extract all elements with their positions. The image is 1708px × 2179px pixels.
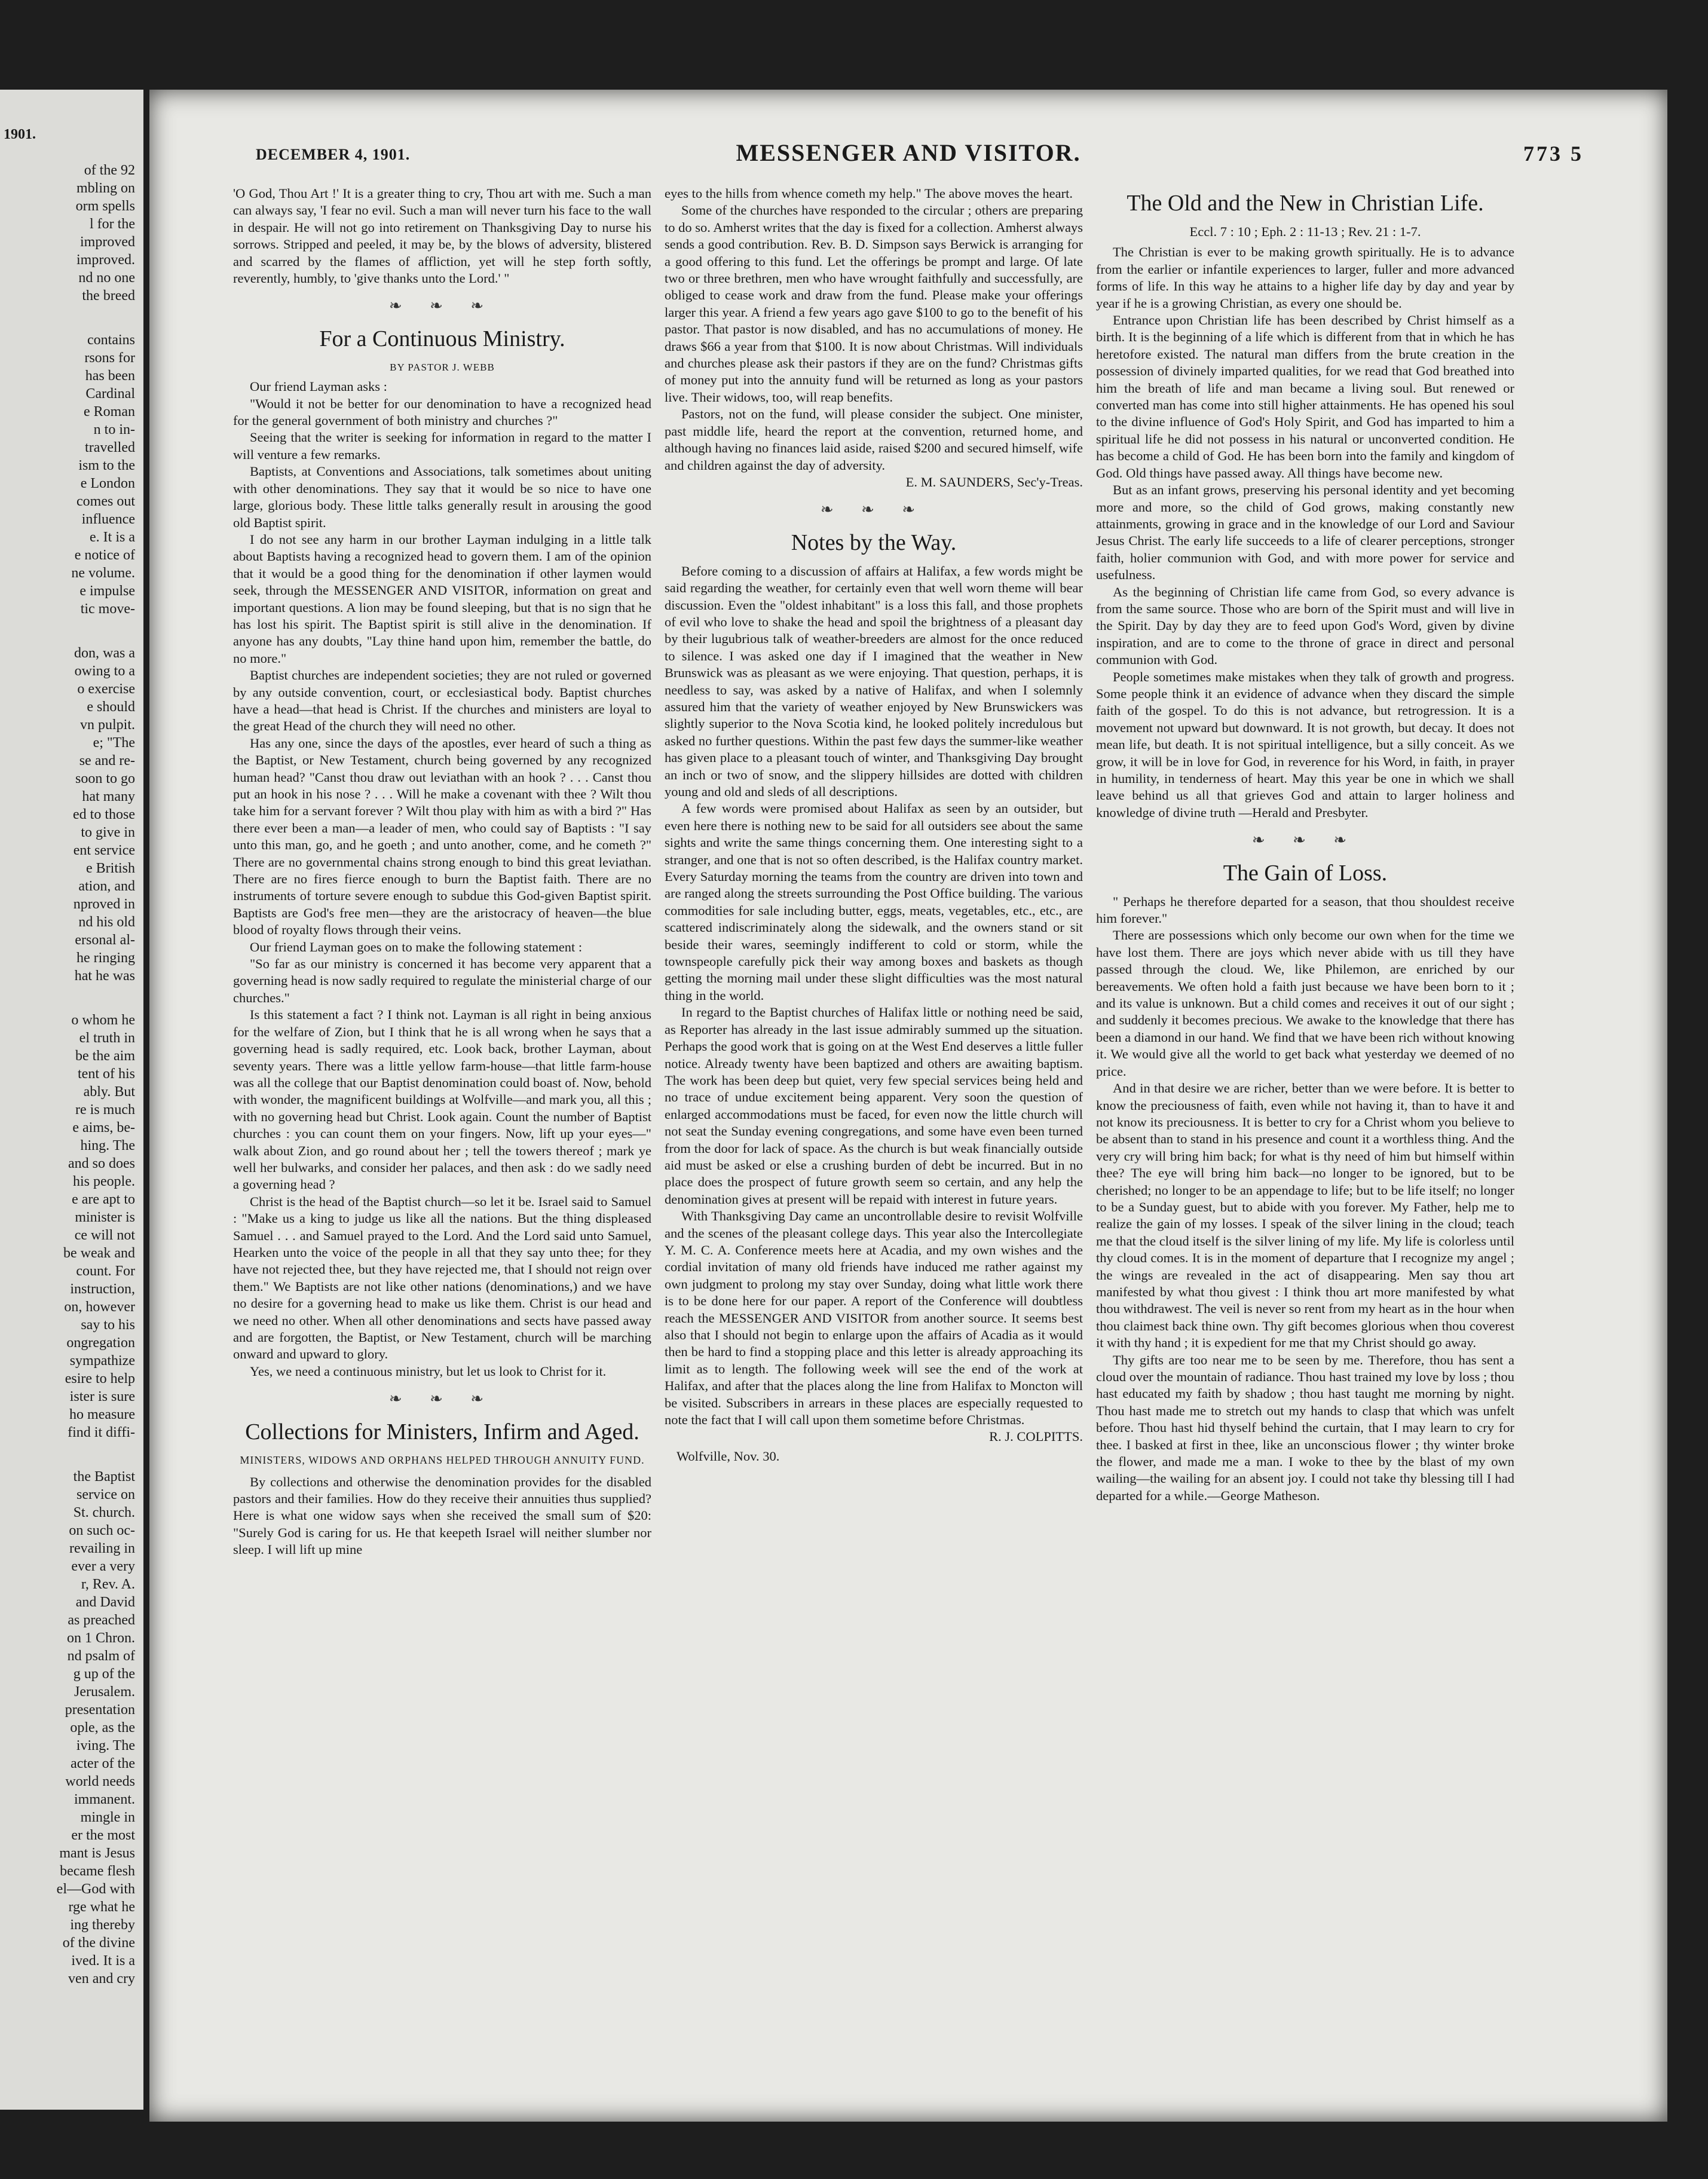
prev-page-line: mbling on (76, 180, 135, 196)
paragraph: There are possessions which only become our own when for the time we have lost them. There are joys which never abide with us till they have passed through the cloud. We, like Philemon, are enriched by our bereavements. We often hold a faith just because we have been born to it ; and its value is unknown. But a child comes and receives it out of our sight ; and suddenly it becomes precious. We awake to the knowledge that there has been a diamond in our hand. We find that we have been rich without knowing it. We would give all the world to get back what yesterday we deemed of no price. (1096, 928, 1514, 1079)
prev-page-line: as preached (68, 1612, 135, 1628)
prev-page-line: hat he was (74, 968, 135, 984)
prev-page-line: the Baptist (73, 1469, 135, 1485)
prev-page-line: revailing in (69, 1541, 135, 1556)
article-body (233, 378, 651, 1380)
paragraph: With Thanksgiving Day came an uncontrollable desire to revisit Wolfville and the scenes of the pleasant college days. This year also the Intercollegiate Y. M. C. A. Conference meets here at Acadia, and my own wishes and the cordial invitation of many old friends have induced me rather against my own judgment to prolong my stay over Sunday, doing what little work there is to be done here for our paper. A report of the Conference will doubtless reach the MESSENGER AND VISITOR from another source. It seems best also that I should not begin to enlarge upon the affairs of Acadia as it would then be hard to find a stopping place and this letter is already approaching its limit as to length. The following week will see the end of the work at Halifax, and after that the places along the line from Halifax to Moncton will be visited. Subscribers in arrears in these places are especially requested to note the fact that I will call upon them sometime before Christmas. (665, 1208, 1083, 1428)
prev-page-line: e are apt to (72, 1192, 135, 1207)
article-body (233, 1474, 651, 1559)
article-body (1096, 893, 1514, 1505)
prev-page-line: ed to those (73, 807, 135, 822)
paragraph: Baptist churches are independent societies; they are not ruled or governed by any outside convention, court, or ecclesiastical body. Baptist churches have a head—that head is Christ. If the churches and ministers are loyal to the great Head of the church they will need no other. (233, 668, 651, 734)
prev-page-line: ho measure (69, 1407, 135, 1422)
prev-page-line: comes out (76, 494, 135, 509)
prev-page-line: ne volume. (71, 565, 135, 581)
prev-page-line: he ringing (76, 950, 135, 966)
prev-page-line: find it diffi- (68, 1425, 135, 1440)
prev-page-line: l for the (90, 216, 135, 232)
prev-page-line: soon to go (75, 771, 135, 786)
prev-page-line: on, however (64, 1299, 135, 1315)
prev-page-line: don, was a (74, 645, 135, 661)
intro-paragraph: 'O God, Thou Art !' It is a greater thing to cry, Thou art with me. Such a man can always say, 'I fear no evil. Such a man will never turn his face to the wall in despair. He will not go into retirement on Thanksgiving Day to nurse his sorrows. Stripped and peeled, it may be, by the blows of adversity, blistered and scarred by the flames of affliction, yet will he step forth softly, reverently, humbly, to 'give thanks unto the Lord.' " (233, 186, 651, 286)
paragraph: Thy gifts are too near me to be seen by me. Therefore, thou has sent a cloud over the mountain of radiance. Thou hast trained my love by loss ; thou hast educated my faith by shadow ; thou hast taught me morning by night. Thou hast made me to stretch out my hands to clasp that which was unfelt before. Thou hast hid thyself behind the curtain, that I may learn to cry for thee. I basked at first in thee, like an unconscious flower ; thy winter broke the flower, and made me a man. I woke to thee by the blast of my own wailing—the wailing for an absent joy. I could not take thy blessing till I had departed for a while.—George Matheson. (1096, 1352, 1514, 1503)
paragraph: In regard to the Baptist churches of Halifax little or nothing need be said, as Reporter has already in the last issue admirably summed up the situation. Perhaps the good work that is going on at the West End deserves a little fuller notice. Already twenty have been baptized and others are awaiting baptism. The work has been deep but quiet, very few special services being held and no trace of undue excitement being apparent. Very soon the question of enlarged accommodations must be faced, for even now the little church will not seat the Sunday evening congregations, and some have even been turned from the door for lack of space. As the church is but weak financially outside aid must be asked or else a crushing burden of debt be incurred. But in no place does the prospect of future growth seem so certain, and any help the denomination gives at present will be repaid with interest in future years. (665, 1005, 1083, 1207)
section-divider: ❧ ❧ ❧ (820, 501, 928, 519)
paragraph: " Perhaps he therefore departed for a season, that thou shouldest receive him forever." (1096, 893, 1514, 926)
prev-page-line (0, 305, 143, 331)
prev-page-line: tent of his (78, 1066, 135, 1082)
prev-page-line: hing. The (80, 1138, 135, 1153)
prev-page-line: e aims, be- (72, 1120, 135, 1136)
article-signature: E. M. SAUNDERS, Sec'y-Treas. (905, 474, 1083, 489)
prev-page-line: tic move- (80, 601, 135, 617)
article-dateline: Wolfville, Nov. 30. (677, 1448, 780, 1464)
paragraph: Christ is the head of the Baptist church—so let it be. Israel said to Samuel : "Make us a king to judge us like all the nations. But the thing displeased Samuel . . . and Samuel prayed to the Lord. And the Lord said unto Samuel, Hearken unto the voice of the people in all that they say unto thee; for they have not rejected thee, but they have rejected me, that I should not reign over them." We Baptists are not like other nations (denominations,) and we have no desire for a governing head to make us like them. Christ is our head and we need no other. When all other denominations and sects have passed away and are forgotten, the Baptist, or New Testament, church will be marching onward and upward to glory. (233, 1193, 651, 1362)
running-head (149, 139, 1667, 175)
prev-page-line (0, 985, 143, 1011)
prev-page-line: ister is sure (69, 1389, 135, 1404)
prev-page-line: e Roman (84, 404, 135, 420)
prev-page-line: o exercise (77, 681, 135, 697)
prev-page-line: rge what he (68, 1899, 135, 1915)
prev-page-line: sympathize (69, 1353, 135, 1369)
prev-page-line: ably. But (83, 1084, 135, 1100)
prev-page-line: e; "The (93, 735, 135, 751)
prev-page-line: Cardinal (85, 386, 135, 402)
prev-page-line: on such oc- (69, 1523, 135, 1538)
article-body (1096, 244, 1514, 821)
paragraph: Is this statement a fact ? I think not. Layman is all right in being anxious for the welfare of Zion, but I think that he is all wrong when he says that a governing head is sadly required, etc. Look back, brother Layman, about seventy years. There was a little yellow farm-house—that little farm-house was all the college that our Baptist denomination could boast of. Now, behold with wonder, the magnificent buildings at Wolfville—and mark you, all this ; with no governing head but Christ. Look again. Count the number of Baptist churches : you can count them on your fingers. Now, lift up your eyes—" walk about Zion, and go round about her ; tell the towers thereof ; mark ye well her bulwarks, and consider her palaces, and then ask : do we sadly need a governing head ? (233, 1007, 651, 1192)
prev-page-line: St. church. (73, 1505, 135, 1520)
prev-page-line: be weak and (63, 1245, 135, 1261)
prev-page-lines (0, 161, 143, 1988)
prev-page-line: el—God with (56, 1881, 135, 1897)
prev-page-line: orm spells (75, 198, 135, 214)
prev-page-line: contains (87, 332, 135, 348)
section-divider: ❧ ❧ ❧ (1251, 831, 1359, 849)
prev-page-line: ongregation (66, 1335, 135, 1351)
paragraph: Yes, we need a continuous ministry, but let us look to Christ for it. (250, 1363, 607, 1379)
prev-page-line: e should (87, 699, 135, 715)
article-body (665, 563, 1083, 1429)
previous-page-fragment (0, 90, 143, 2110)
prev-page-line: el truth in (79, 1030, 135, 1046)
paragraph: Seeing that the writer is seeking for information in regard to the matter I will venture a few remarks. (233, 430, 651, 462)
paragraph: Entrance upon Christian life has been described by Christ himself as a birth. It is the beginning of a life which is different from that in which he has heretofore existed. The natural man differs from the brute creation in the possession of divinely imparted qualities, for we read that God breathed into him the breath of life and man became a living soul. But renewed or converted man has come into still higher attainments. He has opened his soul to the divine influence of God's Holy Spirit, and God has imparted to him a spiritual life he did not possess in his natural or unconverted condition. He has become a child of God. He has been born into the family and kingdom of God. Old things have passed away. All things have become new. (1096, 313, 1514, 481)
prev-page-line: e impulse (79, 583, 135, 599)
column-1 (233, 185, 651, 1559)
prev-page-line: ven and cry (68, 1971, 135, 1987)
paragraph: "So far as our ministry is concerned it has become very apparent that a governing head is now sadly required to regulate the ministerial charge of our churches." (233, 956, 651, 1005)
prev-page-line: count. For (76, 1263, 135, 1279)
prev-page-line: ived. It is a (71, 1953, 135, 1969)
prev-page-line: Jerusalem. (74, 1684, 135, 1700)
prev-page-line: the breed (82, 288, 135, 304)
prev-page-line: re is much (75, 1102, 135, 1118)
prev-page-line: travelled (85, 440, 135, 455)
prev-page-line: ent service (73, 843, 135, 858)
prev-page-line: nd his old (78, 914, 135, 930)
prev-page-line: n to in- (93, 422, 135, 437)
prev-page-line: mant is Jesus (59, 1846, 135, 1861)
prev-page-line: instruction, (70, 1281, 135, 1297)
prev-page-line: say to his (81, 1317, 135, 1333)
article-signature: R. J. COLPITTS. (989, 1429, 1083, 1444)
prev-page-line: ism to the (78, 458, 135, 473)
article-title: Notes by the Way. (791, 530, 957, 555)
prev-page-line: ing thereby (70, 1917, 135, 1933)
paragraph: By collections and otherwise the denomination provides for the disabled pastors and their families. How do they receive their annuities thus supplied? Here is what one widow says when she received the small sum of $20: "Surely God is caring for us. He that keepeth Israel will neither slumber nor sleep. I will lift up mine (233, 1474, 651, 1557)
paragraph: Before coming to a discussion of affairs at Halifax, a few words might be said regarding the weather, for certainly even that well worn theme will bear discussion. Even the "oldest inhabitant" is a loss this fall, and those prophets of evil who love to shake the head and spoil the brightness of a pleasant day by their lugubrious talk of weather-breeders are almost for the once reduced to silence. I was asked one day if I imagined that the weather in New Brunswick was as pleasant as we were enjoying. That question, perhaps, it is needless to say, was asked by a native of Halifax, and when I solemnly assured him that the variety of weather enjoyed by New Brunswickers was slightly superior to the Nova Scotia kind, he looked politely incredulous but asked no further questions. Within the past few days the summer-like weather has given place to a pleasant touch of winter, and Thanksgiving Day brought an inch or two of snow, and the slippery hillsides are dotted with children young and old and sleds of all descriptions. (665, 563, 1083, 799)
article-byline: BY PASTOR J. WEBB (390, 361, 495, 373)
section-divider: ❧ ❧ ❧ (388, 1390, 496, 1408)
paragraph: Has any one, since the days of the apostles, ever heard of such a thing as the Baptist, or New Testament, church being governed by any recognized human head? "Canst thou draw out leviathan with an hook ? . . . Canst thou put an hook in his nose ? . . . Will he make a covenant with thee ? Wilt thou take him for a servant forever ? Wilt thou play with him as with a bird ?" Has there ever been a man—a leader of men, who could say of Baptists : "I say unto this man, go, and he goeth ; and unto another, come, and he cometh ?" There are no governmental chains strong enough to bind this great leviathan. There are no fires fierce enough to burn the Baptist faith. There are no instruments of torture severe enough to subdue this God-given Baptist spirit. Baptists are God's free men—they are the aristocracy of heaven—the blue blood of royalty flows through their veins. (233, 735, 651, 938)
prev-page-line: vn pulpit. (79, 717, 135, 733)
prev-page-line: of the 92 (84, 163, 135, 178)
paragraph: "Would it not be better for our denomination to have a recognized head for the general government of both ministry and churches ?" (233, 396, 651, 429)
paragraph: Some of the churches have responded to the circular ; others are preparing to do so. Amherst writes that the day is fixed for a collection. Amherst always sends a good contribution. Rev. B. D. Simpson says Berwick is arranging for a good offering to this fund. Let the offerings be prompt and large. Of late two or three brethren, men who have wrought faithfully and successfully, are obliged to cease work and draw from the fund. Please make your offerings larger this year. A friend a few years ago gave $100 to go to the benefit of his pastor. That pastor is now disabled, and has no accumulations of money. He draws $66 a year from that $100. It is now about Christmas. Will individuals and churches please ask their pastors if they are on the fund? Christmas gifts of money put into the annuity fund will be returned as long as your pastors live. Their widows, too, will reap benefits. (665, 203, 1083, 405)
prev-page-line: and David (75, 1595, 135, 1610)
prev-page-line: rsons for (84, 350, 135, 366)
article-continuation (665, 185, 1083, 474)
paragraph: But as an infant grows, preserving his personal identity and yet becoming more and more, so the child of God grows, making constantly new attainments, growing in grace and in the knowledge of our Lord and Saviour Jesus Christ. The early life succeeds to a life of clearer perceptions, stronger faith, holier communion with God, and with more power for service and usefulness. (1096, 482, 1514, 583)
prev-page-line: owing to a (74, 663, 135, 679)
prev-page-line: of the divine (62, 1935, 135, 1951)
prev-page-line: nd psalm of (67, 1648, 135, 1664)
prev-page-line: g up of the (73, 1666, 135, 1682)
paragraph: The Christian is ever to be making growth spiritually. He is to advance from the earlier or infantile experiences to larger, fuller and more advanced forms of life. In this way he attains to a higher life day by day and year by year if he is a growing Christian, as every one should be. (1096, 244, 1514, 311)
paragraph: And in that desire we are richer, better than we were before. It is better to know the preciousness of faith, even while not having it, than to have it and not know its preciousness. It is better to cry for a Christ whom you believe to be absent than to stand in his presence and count it a worthless thing. And the very cry will bring him back; for what is thy need of him but himself within thee? The eye will bring him back—no longer to be ignored, but to be cherished; no longer to be an appendage to life; but to be life itself; no longer to be a Sunday guest, but to abide with you forever. My Father, help me to realize the gain of my losses. I speak of the silver lining in the cloud; teach me that the cloud itself is the silver lining of my life. My life is colorless until thy cloud comes. It is in the moment of departure that I recognize my angel ; the wings are revealed in the act of disappearing. Men say thou art manifested by what thou givest : I think thou art more manifested by what thou withdrawest. The veil is never so rent from my heart as in the hour when thou claimest back thine own. Thy gift becomes glorious when thou coverest it with thy hand ; it is expedient for me that my Christ should go away. (1096, 1081, 1514, 1351)
column-3 (1096, 185, 1514, 1504)
issue-date: DECEMBER 4, 1901. (256, 146, 411, 163)
prev-page-line: iving. The (76, 1738, 135, 1753)
prev-page-line: r, Rev. A. (81, 1577, 135, 1592)
article-title: The Gain of Loss. (1223, 860, 1388, 886)
prev-page-line: ersonal al- (75, 932, 135, 948)
prev-page-line: world needs (65, 1774, 135, 1789)
prev-page-line: and so does (68, 1156, 135, 1171)
prev-page-line: minister is (75, 1210, 135, 1225)
column-2 (665, 185, 1083, 1465)
prev-page-line: o whom he (71, 1012, 135, 1028)
prev-page-line: ce will not (74, 1228, 135, 1243)
prev-page-line (0, 1442, 143, 1468)
prev-page-line: immanent. (74, 1792, 135, 1807)
prev-page-line: improved. (76, 252, 135, 268)
prev-page-line: be the aim (75, 1048, 135, 1064)
prev-page-line: his people. (73, 1174, 135, 1189)
article-subhead: MINISTERS, WIDOWS AND ORPHANS HELPED THROUGH ANNUITY FUND. (240, 1453, 645, 1466)
prev-page-line: improved (80, 234, 135, 250)
paragraph: Our friend Layman asks : (250, 379, 387, 394)
prev-page-line: e British (86, 861, 135, 876)
prev-page-line: nproved in (73, 896, 135, 912)
prev-page-line: presentation (65, 1702, 135, 1718)
prev-page-line: hat many (82, 789, 135, 804)
prev-page-line: ation, and (78, 879, 135, 894)
prev-page-line: nd no one (78, 270, 135, 286)
prev-page-line: ople, as the (70, 1720, 135, 1736)
article-title: Collections for Ministers, Infirm and Aged. (245, 1419, 639, 1444)
paragraph: Pastors, not on the fund, will please consider the subject. One minister, past middle life, heard the report at the convention, returned home, and although having no finances laid aside, raised $200 and secured himself, wife and children against the day of adversity. (665, 406, 1083, 473)
prev-page-line: service on (76, 1487, 135, 1502)
prev-page-line: e. It is a (90, 530, 135, 545)
paragraph: A few words were promised about Halifax as seen by an outsider, but even here there is nothing new to be said for all outsiders see about the same sights and write the same things concerning them. One interesting sight to a stranger, and one that is not so often described, is the Halifax country market. Every Saturday morning the teams from the country are driven into town and are ranged along the streets surrounding the Post Office building. The various commodities for sale including butter, eggs, meats, vegetables, etc., etc., are scattered indiscriminately along the sidewalk, and the owners stand or sit beside their wares, seemingly indifferent to cold or storm, while the townspeople carefully pick their way among boxes and baskets as though getting the morning mail under these slight difficulties was the most natural thing in the world. (665, 801, 1083, 1003)
paragraph: Our friend Layman goes on to make the following statement : (250, 939, 583, 954)
prev-page-line: e notice of (74, 547, 135, 563)
paragraph: As the beginning of Christian life came from God, so every advance is from the same source. Those who are born of the Spirit must and will live in the Spirit. Day by day they are to feed upon God's Word, given by divine inspiration, and are to come to the throne of grace in direct and personal communion with God. (1096, 584, 1514, 668)
prev-page-line: influence (81, 512, 135, 527)
prev-page-line: on 1 Chron. (67, 1630, 135, 1646)
prev-page-line: se and re- (79, 753, 135, 769)
prev-page-line: mingle in (80, 1810, 135, 1825)
paragraph: I do not see any harm in our brother Layman indulging in a little talk about Baptists having a recognized head to govern them. I am of the opinion that it would be a good thing for the denomination if other laymen would seek, through the MESSENGER AND VISITOR, information on great and important questions. A lion may be found sleeping, but that is no sign that he has lost his spirit. The Baptist spirit is still alive in the denomination. If anyone has any doubts, "Lay thine hand upon him, remember the battle, do no more." (233, 531, 651, 666)
article-title: The Old and the New in Christian Life. (1127, 191, 1484, 216)
prev-page-line: esire to help (65, 1371, 135, 1387)
section-divider: ❧ ❧ ❧ (388, 297, 496, 315)
prev-page-line: ever a very (71, 1559, 135, 1574)
scripture-references: Eccl. 7 : 10 ; Eph. 2 : 11-13 ; Rev. 21 : 1-7. (1189, 224, 1421, 239)
paragraph: People sometimes make mistakes when they talk of growth and progress. Some people think it an evidence of advance when they discard the simple faith of the gospel. To do this is not advance, but retrogression. It is a movement not upward but downward. It is not growth, but decay. It does not mean life, but death. It is not spiritual intelligence, but a silly conceit. As we grow, it will be in love for God, in reverence for his Word, in faith, in prayer in humility, in tenderness of heart. May this year be one in which we shall leave behind us all that grieves God and attain to larger holiness and knowledge of divine truth —Herald and Presbyter. (1096, 669, 1514, 820)
masthead-title: MESSENGER AND VISITOR. (736, 139, 1081, 166)
page-number: 773 5 (1523, 142, 1584, 166)
newspaper-page (149, 90, 1667, 2122)
paragraph: Baptists, at Conventions and Associations, talk sometimes about uniting with other denominations. They say that it would be so nice to have one large, glorious body. These little talks generally result in arousing the good old Baptist spirit. (233, 464, 651, 530)
prev-page-line (0, 618, 143, 644)
prev-page-line: to give in (81, 825, 135, 840)
prev-page-header: 1901. (4, 127, 36, 142)
prev-page-line: has been (85, 368, 135, 384)
prev-page-line: acter of the (71, 1756, 135, 1771)
prev-page-line: e London (80, 476, 135, 491)
paragraph: eyes to the hills from whence cometh my help." The above moves the heart. (665, 186, 1073, 201)
article-title: For a Continuous Ministry. (319, 326, 565, 351)
prev-page-line: er the most (71, 1828, 135, 1843)
prev-page-line: became flesh (60, 1863, 135, 1879)
